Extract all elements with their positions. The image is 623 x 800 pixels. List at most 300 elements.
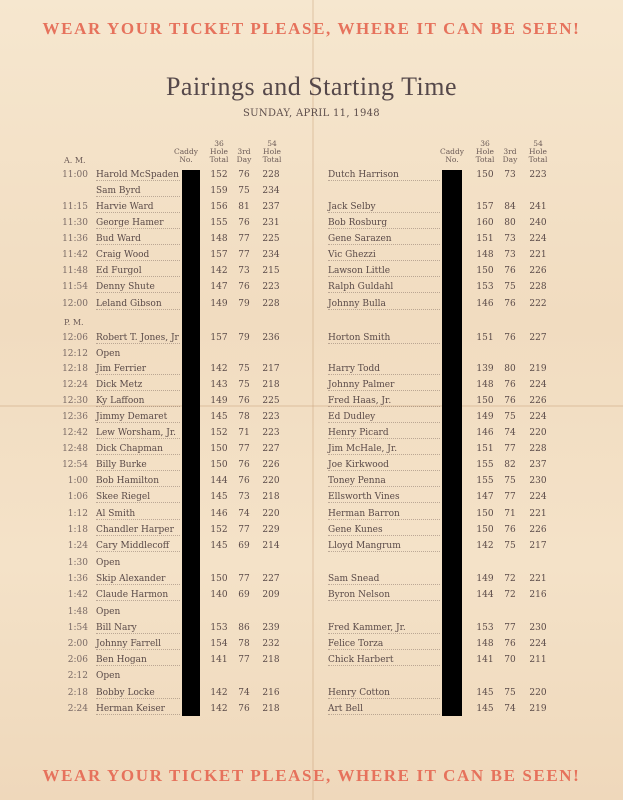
partner-score-36-hole: 150	[476, 266, 494, 276]
partner-score-36-hole: 146	[476, 428, 494, 438]
player-name: Cary Middlecoff	[96, 541, 170, 551]
score-3rd-day: 86	[238, 623, 250, 633]
partner-score-3rd-day: 80	[504, 218, 516, 228]
partner-score-54-hole: 220	[529, 428, 547, 438]
partner-score-54-hole: 223	[529, 170, 547, 180]
partner-score-54-hole: 226	[529, 266, 547, 276]
partner-name: Art Bell	[328, 704, 363, 714]
partner-name: Fred Kammer, Jr.	[328, 623, 406, 633]
partner-score-54-hole: 224	[529, 380, 547, 390]
score-3rd-day: 73	[238, 266, 250, 276]
partner-score-36-hole: 141	[476, 655, 494, 665]
table-row	[0, 282, 623, 296]
score-54-hole: 237	[262, 202, 280, 212]
score-36-hole: 150	[210, 444, 228, 454]
partner-name: Byron Nelson	[328, 590, 390, 600]
partner-score-36-hole: 150	[476, 509, 494, 519]
redaction-bar-right	[442, 170, 462, 716]
tee-time: 2:24	[67, 704, 88, 714]
tee-time: 1:24	[67, 541, 88, 551]
score-54-hole: 220	[262, 509, 280, 519]
partner-score-3rd-day: 82	[504, 460, 516, 470]
score-3rd-day: 77	[238, 525, 250, 535]
partner-score-3rd-day: 73	[504, 250, 516, 260]
score-3rd-day: 69	[238, 590, 250, 600]
tee-time: 2:00	[67, 639, 88, 649]
tee-time: 1:30	[67, 558, 88, 568]
score-3rd-day: 81	[238, 202, 250, 212]
player-name: Herman Keiser	[96, 704, 165, 714]
score-36-hole: 141	[210, 655, 228, 665]
partner-score-36-hole: 146	[476, 299, 494, 309]
tee-time: 12:48	[62, 444, 88, 454]
partner-score-54-hole: 237	[529, 460, 547, 470]
partner-score-3rd-day: 77	[504, 444, 516, 454]
header-36-hole-right: 36 Hole Total	[475, 139, 495, 164]
pm-label: P. M.	[64, 318, 84, 327]
partner-score-3rd-day: 71	[504, 509, 516, 519]
table-row	[0, 333, 623, 347]
score-3rd-day: 76	[238, 460, 250, 470]
partner-score-3rd-day: 70	[504, 655, 516, 665]
table-row	[0, 428, 623, 442]
tee-time: 1:18	[67, 525, 88, 535]
table-row	[0, 509, 623, 523]
player-name: Open	[96, 558, 121, 568]
partner-score-54-hole: 228	[529, 282, 547, 292]
table-row	[0, 218, 623, 232]
player-name: Dick Chapman	[96, 444, 163, 454]
score-54-hole: 223	[262, 428, 280, 438]
score-3rd-day: 76	[238, 396, 250, 406]
score-3rd-day: 71	[238, 428, 250, 438]
partner-score-54-hole: 219	[529, 364, 547, 374]
page-subtitle: SUNDAY, APRIL 11, 1948	[243, 108, 380, 119]
partner-score-36-hole: 160	[476, 218, 494, 228]
partner-name: Sam Snead	[328, 574, 380, 584]
partner-score-36-hole: 155	[476, 476, 494, 486]
score-36-hole: 150	[210, 574, 228, 584]
partner-score-36-hole: 148	[476, 639, 494, 649]
score-54-hole: 229	[262, 525, 280, 535]
partner-name: Lloyd Mangrum	[328, 541, 401, 551]
partner-name: Henry Picard	[328, 428, 389, 438]
partner-score-54-hole: 221	[529, 574, 547, 584]
partner-name: Gene Sarazen	[328, 234, 392, 244]
partner-score-36-hole: 151	[476, 444, 494, 454]
partner-score-36-hole: 151	[476, 333, 494, 343]
table-row	[0, 412, 623, 426]
table-row	[0, 186, 623, 200]
table-row	[0, 590, 623, 604]
am-label: A. M.	[64, 156, 86, 165]
partner-name: Herman Barron	[328, 509, 400, 519]
score-54-hole: 220	[262, 476, 280, 486]
table-row	[0, 380, 623, 394]
table-row	[0, 234, 623, 248]
partner-score-54-hole: 219	[529, 704, 547, 714]
score-3rd-day: 69	[238, 541, 250, 551]
score-3rd-day: 74	[238, 688, 250, 698]
score-3rd-day: 77	[238, 655, 250, 665]
partner-score-54-hole: 211	[529, 655, 547, 665]
score-36-hole: 155	[210, 218, 228, 228]
partner-score-3rd-day: 76	[504, 525, 516, 535]
score-3rd-day: 77	[238, 250, 250, 260]
partner-score-54-hole: 224	[529, 639, 547, 649]
partner-name: Ellsworth Vines	[328, 492, 400, 502]
partner-name: Gene Kunes	[328, 525, 383, 535]
header-caddy-right: Caddy No.	[439, 147, 465, 164]
player-name: Sam Byrd	[96, 186, 141, 196]
partner-name: Harry Todd	[328, 364, 381, 374]
partner-score-3rd-day: 72	[504, 574, 516, 584]
player-name: Robert T. Jones, Jr	[96, 333, 179, 343]
tee-time: 12:30	[62, 396, 88, 406]
score-36-hole: 157	[210, 333, 228, 343]
partner-score-54-hole: 221	[529, 250, 547, 260]
score-3rd-day: 79	[238, 299, 250, 309]
partner-score-3rd-day: 73	[504, 170, 516, 180]
partner-score-3rd-day: 72	[504, 590, 516, 600]
partner-score-3rd-day: 84	[504, 202, 516, 212]
partner-score-36-hole: 149	[476, 412, 494, 422]
partner-score-36-hole: 153	[476, 623, 494, 633]
score-3rd-day: 76	[238, 218, 250, 228]
tee-time: 11:00	[62, 170, 88, 180]
partner-score-3rd-day: 76	[504, 299, 516, 309]
partner-score-3rd-day: 77	[504, 492, 516, 502]
table-row	[0, 250, 623, 264]
tee-time: 11:36	[62, 234, 88, 244]
tee-time: 1:12	[67, 509, 88, 519]
partner-score-3rd-day: 76	[504, 380, 516, 390]
table-row	[0, 688, 623, 702]
table-row	[0, 558, 623, 572]
partner-score-36-hole: 145	[476, 704, 494, 714]
partner-score-3rd-day: 80	[504, 364, 516, 374]
table-row	[0, 704, 623, 718]
partner-name: Vic Ghezzi	[328, 250, 376, 260]
tee-time: 12:42	[62, 428, 88, 438]
score-36-hole: 152	[210, 170, 228, 180]
player-name: Open	[96, 607, 121, 617]
score-36-hole: 149	[210, 299, 228, 309]
table-row	[0, 299, 623, 313]
score-54-hole: 223	[262, 282, 280, 292]
partner-name: Jack Selby	[328, 202, 376, 212]
partner-score-54-hole: 220	[529, 688, 547, 698]
tee-time: 1:48	[67, 607, 88, 617]
partner-score-36-hole: 155	[476, 460, 494, 470]
tee-time: 12:00	[62, 299, 88, 309]
tee-time: 2:18	[67, 688, 88, 698]
score-3rd-day: 79	[238, 333, 250, 343]
partner-score-54-hole: 221	[529, 509, 547, 519]
partner-score-3rd-day: 75	[504, 541, 516, 551]
score-3rd-day: 76	[238, 282, 250, 292]
tee-time: 11:30	[62, 218, 88, 228]
partner-name: Joe Kirkwood	[328, 460, 389, 470]
partner-score-36-hole: 148	[476, 250, 494, 260]
table-row	[0, 525, 623, 539]
score-36-hole: 152	[210, 525, 228, 535]
partner-score-54-hole: 226	[529, 525, 547, 535]
player-name: Bobby Locke	[96, 688, 155, 698]
player-name: Billy Burke	[96, 460, 147, 470]
banner-top: WEAR YOUR TICKET PLEASE, WHERE IT CAN BE SEEN!	[42, 19, 581, 38]
partner-score-54-hole: 216	[529, 590, 547, 600]
partner-score-36-hole: 145	[476, 688, 494, 698]
page-title: Pairings and Starting Time	[165, 72, 458, 101]
partner-score-3rd-day: 74	[504, 704, 516, 714]
partner-score-54-hole: 228	[529, 444, 547, 454]
score-3rd-day: 76	[238, 170, 250, 180]
partner-score-3rd-day: 76	[504, 396, 516, 406]
score-54-hole: 217	[262, 364, 280, 374]
partner-score-54-hole: 227	[529, 333, 547, 343]
partner-score-3rd-day: 73	[504, 234, 516, 244]
partner-score-36-hole: 150	[476, 525, 494, 535]
score-3rd-day: 75	[238, 364, 250, 374]
partner-name: Toney Penna	[328, 476, 386, 486]
partner-name: Henry Cotton	[328, 688, 390, 698]
score-36-hole: 149	[210, 396, 228, 406]
score-3rd-day: 75	[238, 186, 250, 196]
score-54-hole: 218	[262, 492, 280, 502]
score-36-hole: 147	[210, 282, 228, 292]
table-row	[0, 266, 623, 280]
score-36-hole: 153	[210, 623, 228, 633]
player-name: Bob Hamilton	[96, 476, 159, 486]
partner-score-3rd-day: 76	[504, 333, 516, 343]
header-54-hole-left: 54 Hole Total	[262, 139, 282, 164]
player-name: Open	[96, 349, 121, 359]
score-36-hole: 142	[210, 704, 228, 714]
partner-name: Johnny Palmer	[328, 380, 395, 390]
score-3rd-day: 76	[238, 704, 250, 714]
table-row	[0, 607, 623, 621]
tee-time: 2:06	[67, 655, 88, 665]
partner-score-3rd-day: 75	[504, 688, 516, 698]
player-name: George Hamer	[96, 218, 164, 228]
tee-time: 1:36	[67, 574, 88, 584]
tee-time: 12:24	[62, 380, 88, 390]
player-name: Leland Gibson	[96, 299, 162, 309]
score-54-hole: 225	[262, 396, 280, 406]
partner-name: Ed Dudley	[328, 412, 376, 422]
tee-time: 1:54	[67, 623, 88, 633]
partner-score-54-hole: 226	[529, 396, 547, 406]
partner-score-36-hole: 151	[476, 234, 494, 244]
score-54-hole: 227	[262, 444, 280, 454]
player-name: Claude Harmon	[96, 590, 169, 600]
score-36-hole: 154	[210, 639, 228, 649]
partner-score-54-hole: 222	[529, 299, 547, 309]
score-36-hole: 145	[210, 412, 228, 422]
table-row	[0, 460, 623, 474]
score-54-hole: 209	[262, 590, 280, 600]
partner-name: Bob Rosburg	[328, 218, 388, 228]
player-name: Open	[96, 671, 121, 681]
table-row	[0, 574, 623, 588]
partner-score-54-hole: 217	[529, 541, 547, 551]
partner-score-3rd-day: 76	[504, 639, 516, 649]
score-36-hole: 156	[210, 202, 228, 212]
partner-score-36-hole: 153	[476, 282, 494, 292]
tee-time: 11:15	[62, 202, 88, 212]
partner-score-36-hole: 157	[476, 202, 494, 212]
tee-time: 12:54	[62, 460, 88, 470]
header-caddy-left: Caddy No.	[173, 147, 199, 164]
table-row	[0, 444, 623, 458]
score-36-hole: 152	[210, 428, 228, 438]
tee-time: 12:06	[62, 333, 88, 343]
table-row	[0, 623, 623, 637]
partner-score-36-hole: 142	[476, 541, 494, 551]
score-3rd-day: 78	[238, 412, 250, 422]
table-row	[0, 541, 623, 555]
table-row	[0, 655, 623, 669]
score-3rd-day: 74	[238, 509, 250, 519]
score-54-hole: 223	[262, 412, 280, 422]
partner-name: Ralph Guldahl	[328, 282, 394, 292]
score-54-hole: 232	[262, 639, 280, 649]
table-row	[0, 671, 623, 685]
score-36-hole: 142	[210, 266, 228, 276]
player-name: Bud Ward	[96, 234, 141, 244]
table-row	[0, 476, 623, 490]
partner-score-36-hole: 150	[476, 396, 494, 406]
player-name: Ky Laffoon	[96, 396, 145, 406]
score-3rd-day: 77	[238, 234, 250, 244]
partner-score-54-hole: 224	[529, 234, 547, 244]
partner-score-3rd-day: 74	[504, 428, 516, 438]
partner-name: Jim McHale, Jr.	[328, 444, 398, 454]
header-3rd-day-left: 3rd Day	[236, 147, 252, 164]
player-name: Dick Metz	[96, 380, 143, 390]
score-36-hole: 157	[210, 250, 228, 260]
score-54-hole: 234	[262, 186, 280, 196]
score-54-hole: 216	[262, 688, 280, 698]
score-54-hole: 214	[262, 541, 280, 551]
player-name: Al Smith	[96, 509, 136, 519]
score-36-hole: 150	[210, 460, 228, 470]
score-54-hole: 234	[262, 250, 280, 260]
partner-name: Lawson Little	[328, 266, 391, 276]
partner-name: Felice Torza	[328, 639, 384, 649]
banner-bottom: WEAR YOUR TICKET PLEASE, WHERE IT CAN BE SEEN!	[42, 766, 581, 785]
partner-score-3rd-day: 77	[504, 623, 516, 633]
table-row	[0, 639, 623, 653]
partner-score-3rd-day: 75	[504, 412, 516, 422]
player-name: Johnny Farrell	[96, 639, 162, 649]
score-3rd-day: 77	[238, 444, 250, 454]
score-36-hole: 148	[210, 234, 228, 244]
tee-time: 2:12	[67, 671, 88, 681]
partner-score-36-hole: 148	[476, 380, 494, 390]
redaction-bar-left	[182, 170, 200, 716]
score-3rd-day: 77	[238, 574, 250, 584]
score-3rd-day: 73	[238, 492, 250, 502]
partner-name: Horton Smith	[328, 333, 391, 343]
partner-score-36-hole: 144	[476, 590, 494, 600]
partner-score-36-hole: 147	[476, 492, 494, 502]
tee-time: 1:06	[67, 492, 88, 502]
score-36-hole: 145	[210, 541, 228, 551]
score-54-hole: 218	[262, 655, 280, 665]
player-name: Lew Worsham, Jr.	[96, 428, 177, 438]
partner-score-54-hole: 240	[529, 218, 547, 228]
tee-time: 12:18	[62, 364, 88, 374]
player-name: Skee Riegel	[96, 492, 151, 502]
score-3rd-day: 76	[238, 476, 250, 486]
score-54-hole: 215	[262, 266, 280, 276]
table-row	[0, 492, 623, 506]
score-36-hole: 143	[210, 380, 228, 390]
partner-score-36-hole: 150	[476, 170, 494, 180]
player-name: Skip Alexander	[96, 574, 166, 584]
table-row	[0, 202, 623, 216]
tee-time: 1:42	[67, 590, 88, 600]
tee-time: 12:12	[62, 349, 88, 359]
score-36-hole: 159	[210, 186, 228, 196]
table-row	[0, 349, 623, 363]
partner-score-3rd-day: 75	[504, 476, 516, 486]
score-54-hole: 227	[262, 574, 280, 584]
header-36-hole-left: 36 Hole Total	[209, 139, 229, 164]
partner-score-3rd-day: 75	[504, 282, 516, 292]
score-54-hole: 228	[262, 299, 280, 309]
score-36-hole: 146	[210, 509, 228, 519]
score-36-hole: 145	[210, 492, 228, 502]
player-name: Bill Nary	[96, 623, 137, 633]
partner-score-36-hole: 139	[476, 364, 494, 374]
score-54-hole: 218	[262, 380, 280, 390]
tee-time: 11:42	[62, 250, 88, 260]
partner-name: Dutch Harrison	[328, 170, 399, 180]
player-name: Denny Shute	[96, 282, 155, 292]
player-name: Chandler Harper	[96, 525, 174, 535]
player-name: Jim Ferrier	[96, 364, 147, 374]
partner-score-54-hole: 230	[529, 476, 547, 486]
partner-score-54-hole: 224	[529, 412, 547, 422]
score-36-hole: 144	[210, 476, 228, 486]
partner-score-54-hole: 224	[529, 492, 547, 502]
partner-score-54-hole: 230	[529, 623, 547, 633]
score-54-hole: 226	[262, 460, 280, 470]
partner-name: Johnny Bulla	[328, 299, 386, 309]
tee-time: 11:54	[62, 282, 88, 292]
score-36-hole: 142	[210, 364, 228, 374]
table-row	[0, 364, 623, 378]
player-name: Jimmy Demaret	[96, 412, 168, 422]
partner-score-3rd-day: 76	[504, 266, 516, 276]
header-54-hole-right: 54 Hole Total	[528, 139, 548, 164]
player-name: Harvie Ward	[96, 202, 154, 212]
score-54-hole: 239	[262, 623, 280, 633]
score-54-hole: 218	[262, 704, 280, 714]
partner-score-36-hole: 149	[476, 574, 494, 584]
tee-time: 12:36	[62, 412, 88, 422]
score-36-hole: 140	[210, 590, 228, 600]
score-3rd-day: 78	[238, 639, 250, 649]
score-36-hole: 142	[210, 688, 228, 698]
tee-time: 11:48	[62, 266, 88, 276]
partner-name: Chick Harbert	[328, 655, 394, 665]
partner-name: Fred Haas, Jr.	[328, 396, 392, 406]
score-54-hole: 231	[262, 218, 280, 228]
